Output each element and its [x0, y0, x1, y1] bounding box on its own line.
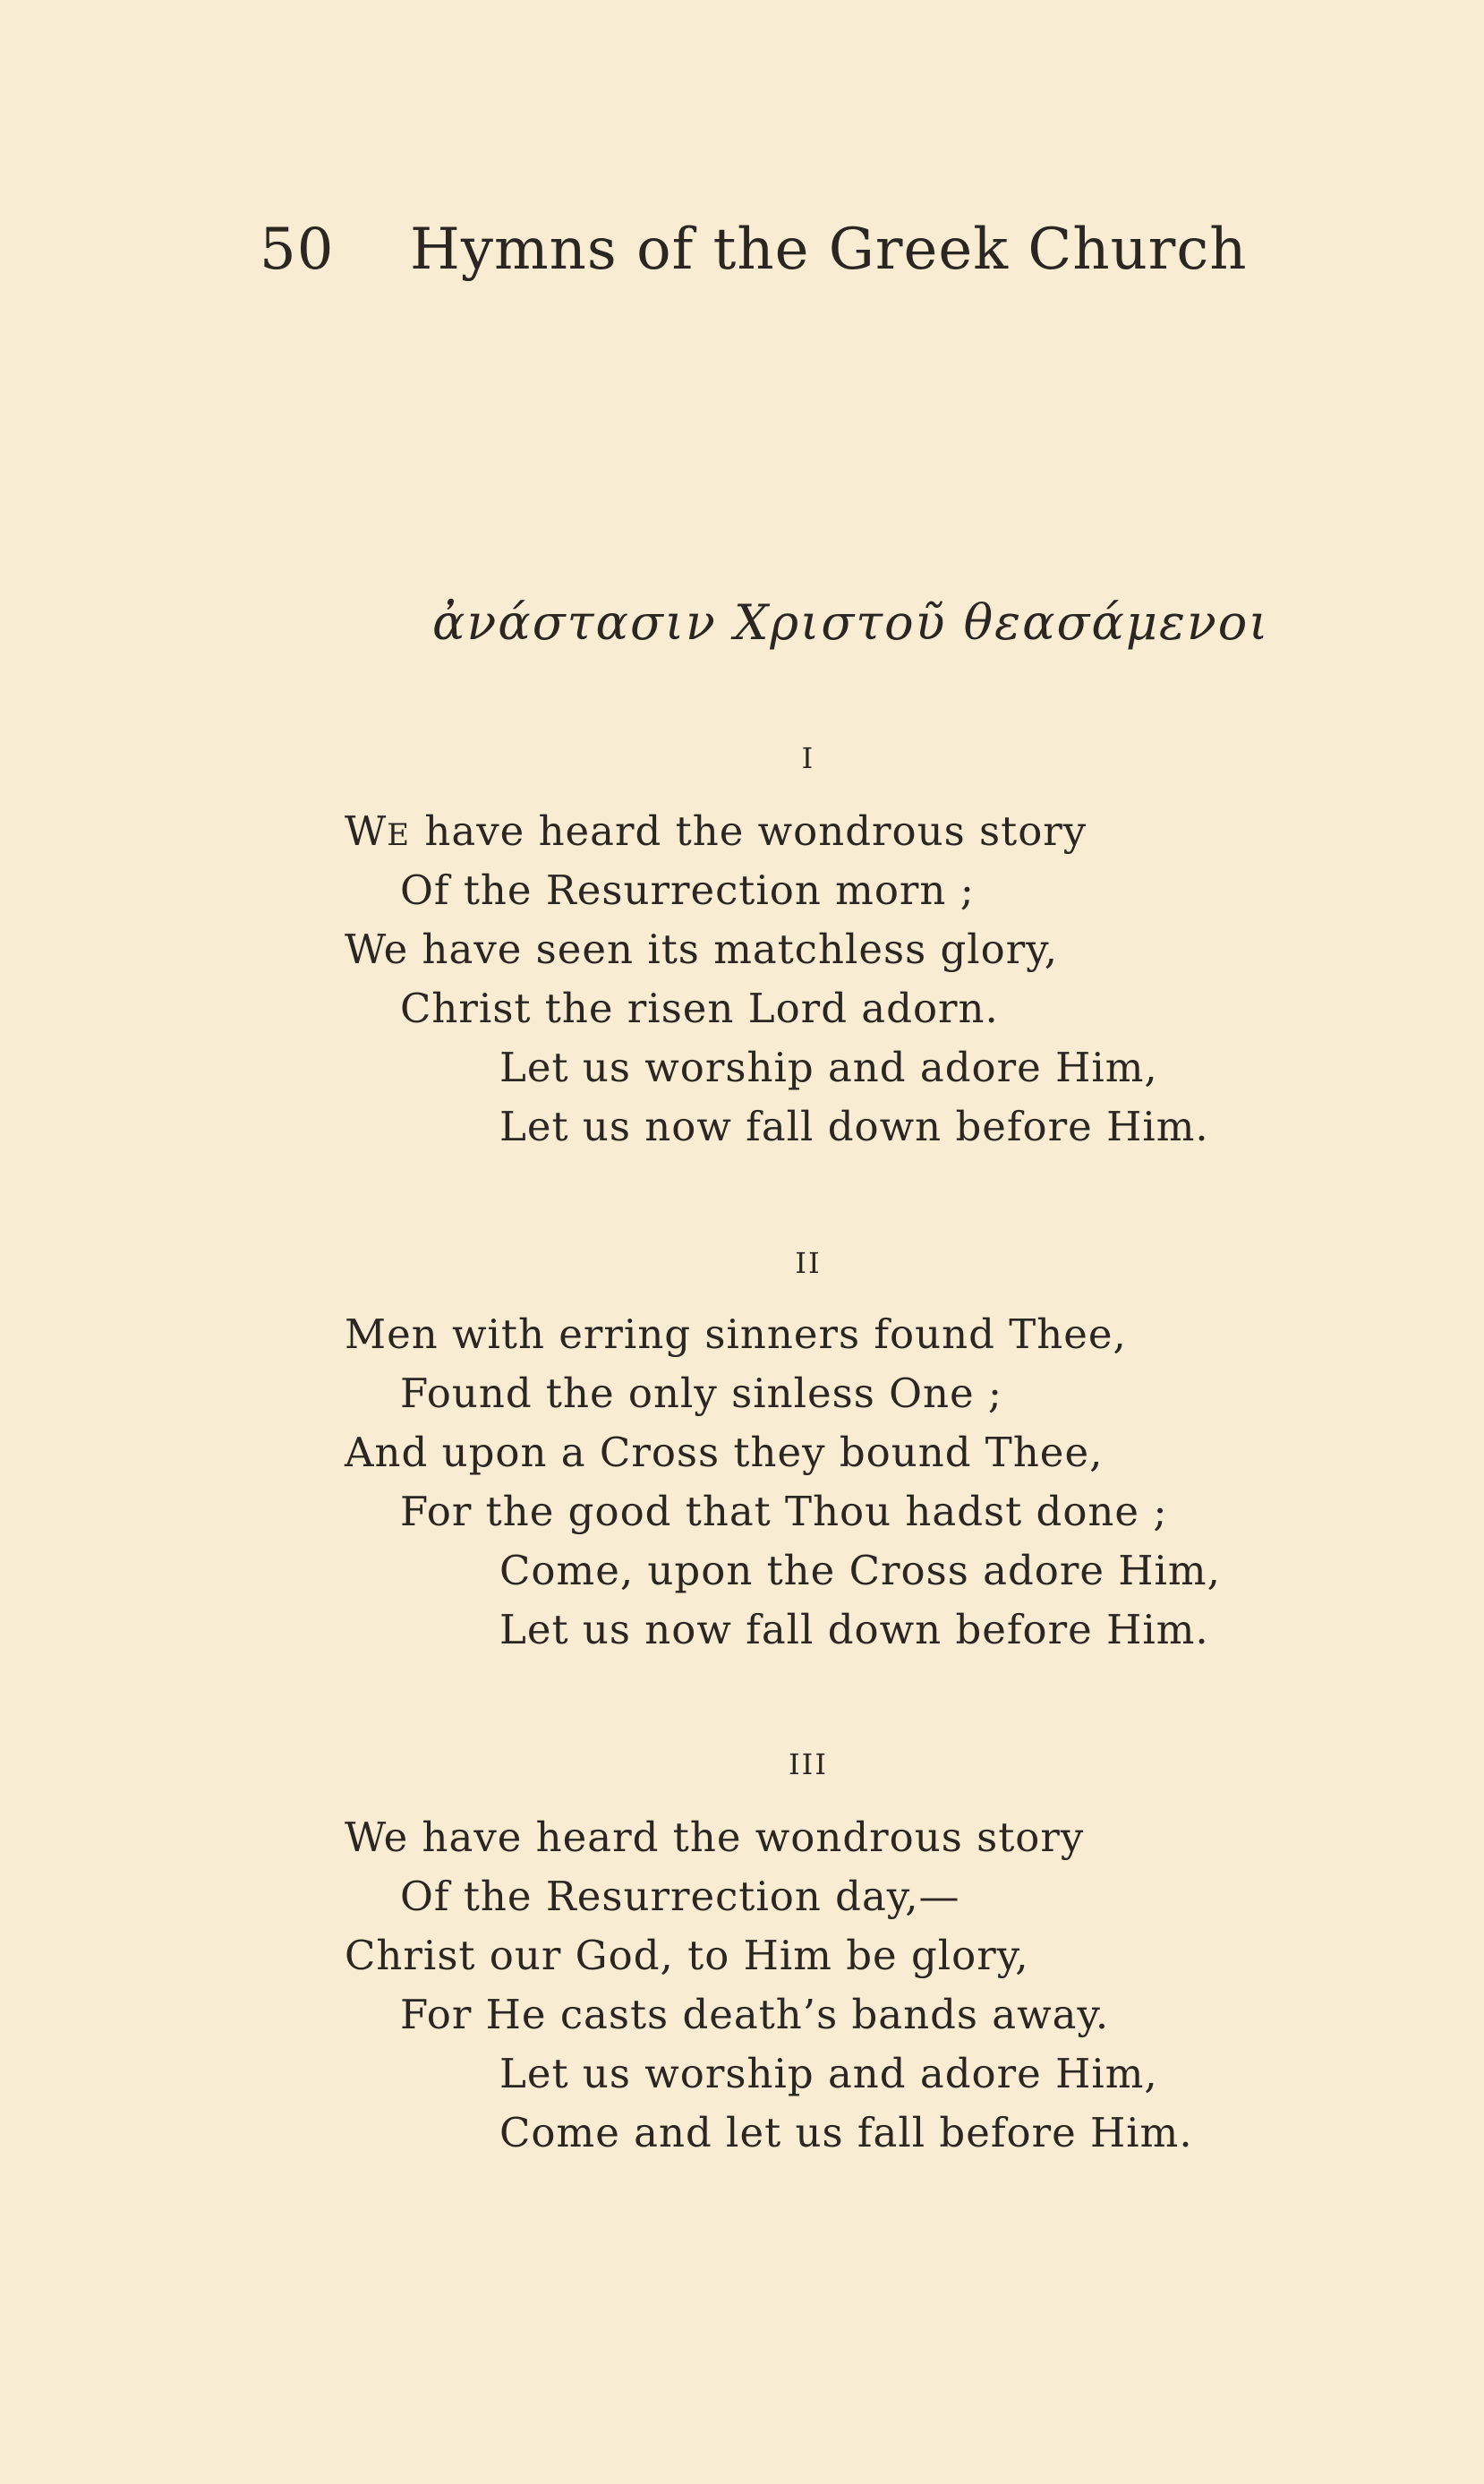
refrain-line: Let us now fall down before Him. [499, 1103, 1209, 1150]
stanza-number: III [789, 1747, 828, 1781]
verse-line: Of the Resurrection day,— [400, 1873, 960, 1920]
verse-line: Of the Resurrection morn ; [400, 866, 975, 914]
running-title: Hymns of the Greek Church [410, 217, 1248, 283]
stanza-number: II [795, 1246, 822, 1280]
refrain-line: Come, upon the Cross adore Him, [499, 1547, 1221, 1594]
verse-line: Men with erring sinners found Thee, [345, 1310, 1127, 1358]
greek-title: ἀνάστασιν Χριστοῦ θεασάμενοι [432, 594, 1270, 651]
verse-line: For the good that Thou hadst done ; [400, 1488, 1168, 1535]
stanza-number: I [801, 741, 815, 775]
small-caps-opening: WE [345, 807, 412, 855]
refrain-line: Let us now fall down before Him. [499, 1606, 1209, 1653]
verse-line: Christ the risen Lord adorn. [400, 985, 999, 1032]
verse-line: For He casts death’s bands away. [400, 1991, 1110, 2038]
verse-line: Found the only sinless One ; [400, 1370, 1003, 1417]
refrain-line: Let us worship and adore Him, [499, 1044, 1158, 1091]
refrain-line: Let us worship and adore Him, [499, 2050, 1158, 2097]
verse-line [345, 807, 1087, 855]
verse-line: Christ our God, to Him be glory, [345, 1932, 1029, 1979]
verse-line-rest: have heard the wondrous story [424, 807, 1087, 855]
running-header [260, 217, 1247, 283]
verse-line: And upon a Cross they bound Thee, [345, 1429, 1104, 1476]
verse-line: We have heard the wondrous story [345, 1814, 1085, 1861]
refrain-line: Come and let us fall before Him. [499, 2109, 1193, 2156]
page-number: 50 [260, 217, 335, 283]
verse-line: We have seen its matchless glory, [345, 926, 1059, 973]
